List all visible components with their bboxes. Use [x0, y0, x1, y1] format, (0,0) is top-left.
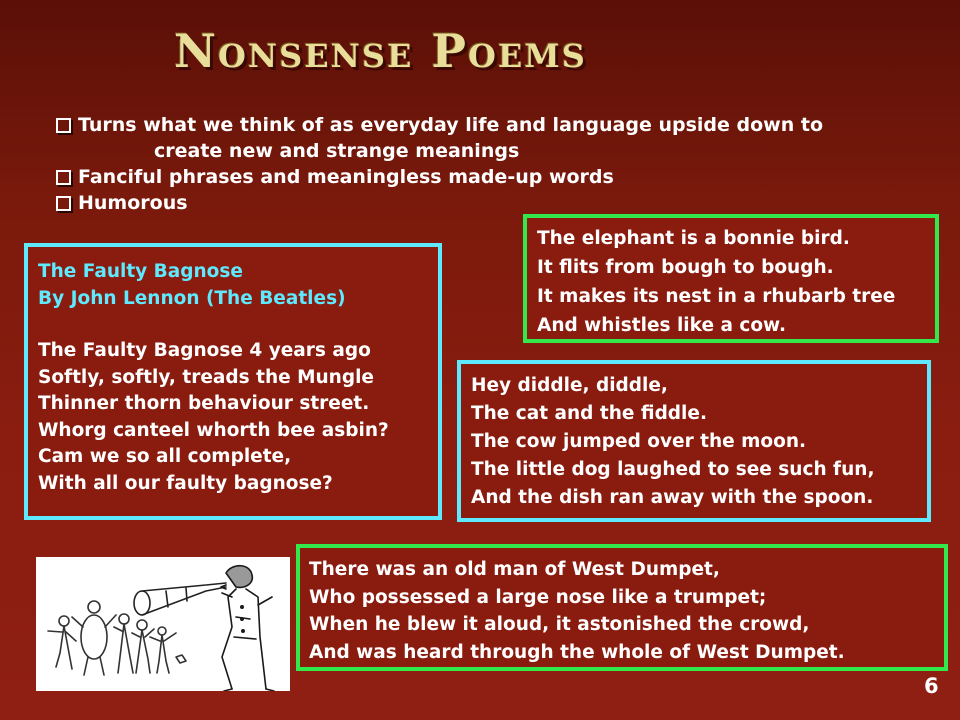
bullet-item — [56, 164, 876, 190]
poem-line: With all our faulty bagnose? — [38, 472, 333, 494]
sketch-icon — [36, 557, 290, 691]
poem-line: And whistles like a cow. — [537, 315, 786, 336]
checkbox-bullet-icon — [56, 170, 71, 185]
poem-line: Thinner thorn behaviour street. — [38, 393, 370, 414]
poem-line: Who possessed a large nose like a trumpet; — [309, 586, 767, 608]
stanza-gap — [38, 312, 438, 338]
bullet-item — [56, 190, 876, 216]
poem-line: The little dog laughed to see such fun, — [471, 459, 875, 480]
bullet-list — [56, 112, 876, 216]
trumpet — [134, 583, 226, 615]
west-dumpet-limerick-box — [296, 544, 948, 671]
poem-line: The cow jumped over the moon. — [471, 431, 807, 452]
bullet-item — [56, 112, 876, 164]
poem-line: The Faulty Bagnose 4 years ago — [38, 340, 371, 361]
poem-line: Softly, softly, treads the Mungle — [38, 366, 374, 388]
slide-title: Nonsense Poems — [174, 24, 587, 78]
bullet-text-continued: create new and strange meanings — [154, 140, 520, 162]
faulty-bagnose-poem-box — [24, 243, 442, 520]
tall-man — [221, 566, 274, 691]
page-number: 6 — [924, 674, 939, 698]
poem-line: There was an old man of West Dumpet, — [309, 559, 720, 580]
poem-line: Cam we so all complete, — [38, 446, 292, 467]
poem-line: And was heard through the whole of West Dumpet. — [309, 641, 845, 663]
bullet-text: Humorous — [78, 192, 188, 214]
checkbox-bullet-icon — [56, 118, 71, 133]
poem-line: The cat and the fiddle. — [471, 403, 707, 424]
trumpet-nose-man-illustration — [36, 557, 290, 691]
poem-line: Whorg canteel whorth bee asbin? — [38, 419, 389, 441]
checkbox-bullet-icon — [56, 196, 71, 211]
poem-line: Hey diddle, diddle, — [471, 375, 668, 396]
elephant-poem-box — [523, 214, 939, 343]
crowd-figures — [48, 601, 186, 675]
poem-line: When he blew it aloud, it astonished the crowd, — [309, 614, 810, 635]
poem-title: The Faulty Bagnose — [38, 261, 243, 282]
poem-line: And the dish ran away with the spoon. — [471, 487, 874, 508]
hey-diddle-poem-box — [457, 360, 931, 522]
poem-line: It makes its nest in a rhubarb tree — [537, 286, 896, 307]
poem-line: It flits from bough to bough. — [537, 257, 834, 278]
bullet-text: Fanciful phrases and meaningless made-up words — [78, 166, 614, 188]
poem-line: The elephant is a bonnie bird. — [537, 228, 850, 249]
bullet-text: Turns what we think of as everyday life and language upside down to — [78, 114, 823, 136]
poem-author: By John Lennon (The Beatles) — [38, 287, 346, 309]
